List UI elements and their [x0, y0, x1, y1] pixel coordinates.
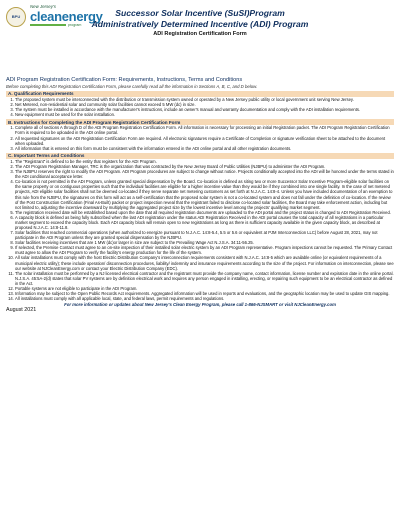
list-item: 1. Complete all of sections A through D of the ADI Program Registration Certification Form. All information is necessary for processing an initial Registration packet. The ADI Program Registration Certification Form is required to be uploaded in the ADI online portal.: [15, 125, 394, 135]
intro-heading: ADI Program Registration Certification Form: Requirements, Instructions, Terms and Conditions: [6, 77, 243, 83]
list-item: 13. Information may be subject to the Open Public Records Act requirements. Aggregated information will be used in reports and evaluations, and the geographic location may be used to update GIS mapping.: [15, 291, 394, 296]
section-b-header: B. Instructions for Completing the ADI Program Registration Certification Form: [6, 119, 394, 125]
footer-contact-note: For more information or updates about New Jersey's Clean Energy Program, please call 1-866-NJSMART or visit NJCleanEnergy.com: [64, 301, 336, 307]
list-item: 11. The solar installation must be performed by a NJ licensed electrical contractor and the registrant must provide the company name, contact information, license number and expiration date in the online portal. N.J.S.A. 45:5A-2(d) states that solar PV systems are by definition electrical work and requires any person engaged in installing, erecting, or repairing such equipment to be an electrical contractor as defined in the Act.: [15, 271, 394, 286]
list-item: 14. All installations must comply with all applicable local, state, and federal laws, permit requirements and regulations.: [15, 296, 394, 301]
bpu-seal-icon: BPU: [6, 7, 26, 27]
list-item: 2. All requested signatures on the ADI Registration Certification Form are required. All electronic signatures require a Certificate of Completion or signature verification sheet to be attached to the document when uploaded.: [15, 136, 394, 146]
document-page: [6, 4, 394, 313]
list-item: 9. If selected, the Premise Contact must agree to an on-site inspection of their installed solar electric system by an ADI Program representative. Program inspections cannot be requested. The Primary Contact must agree to allow the ADI Program to verify the facility's energy production for the life of the system.: [15, 245, 394, 255]
section-b-list: [6, 125, 394, 150]
list-item: 1. The proposed system must be interconnected with the distribution or transmission system owned or operated by a New Jersey public utility or local government unit serving New Jersey.: [15, 97, 394, 102]
list-item: 3. All information that is entered on this form must be consistent with the information entered in the ADI online portal and all other registration documents.: [15, 146, 394, 151]
logo-small-text: New Jersey's: [30, 4, 56, 9]
section-a-list: [6, 97, 394, 117]
section-a-header: A. Qualification Requirements: [6, 91, 394, 97]
list-item: 4. New equipment must be used for the solar installation.: [15, 112, 394, 117]
list-item: 8. Solar facilities receiving incentives that are 1 MW (dc)or larger in size are subject to the Prevailing Wage Act N.J.S.A. 34:11-56.25.: [15, 240, 394, 245]
section-c-list: [6, 159, 394, 301]
footer-date: August 2021: [6, 307, 37, 314]
intro-instruction: Before completing this ADI Registration Certification Form, please carefully read all the information in Sections A, B, C, and D below.: [6, 83, 258, 89]
intro: [6, 77, 394, 89]
list-item: 2. The ADI Program Registration Manager, TRC is the organization that was contracted by the New Jersey Board of Public Utilities (NJBPU) to administer the ADI Program.: [15, 164, 394, 169]
list-item: 3. The system must be installed in accordance with the manufacturer's instructions, include an owner's manual and warranty documentation and comply with the ADI installation requirements.: [15, 107, 394, 112]
program-subtitle: Administratively Determined Incentive (ADI) Program: [91, 19, 309, 29]
list-item: 7. Solar facilities that reached commercial operations (when authorized to energize pursuant to N.J.A.C. 14:8-5.4, 5.5 or 5.6 or equivalent at PJM Interconnection LLC) before August 28, 2021, may not participate in the ADI Program unless they are granted special dispensation by the NJBPU.: [15, 230, 394, 240]
list-item: 10. All solar installations must comply with the host Electric Distribution Company's interconnection requirements consistent with N.J.A.C. 14:8-5 which are available online (or equivalent requirements of a municipal electric utility); these include operation/ disconnection procedures, liability/ indemnity and insurance requirements according to the size of the project. For information on interconnection, please see our website at NJCleanEnergy.com or contact your Electric Distribution Company (EDC).: [15, 255, 394, 270]
logo-wordmark: cleanenergy: [30, 9, 103, 24]
list-item: 5. The registration received date will be established based upon the date that all required registration documents are uploaded to the ADI portal and the project status is changed to ADI Registration Received.: [15, 210, 394, 215]
list-item: 6. A capacity block is defined as being fully subscribed when the last ADI registration under the status ADI Registration Received in the ADI portal causes the total capacity of all registrations in a particular market segment to exceed the capacity block. Each ADI capacity block will remain open to new registrations as long as there is sufficient capacity available in the given capacity block, as described at proposed N.J.A.C. 14:8-11.8.: [15, 215, 394, 230]
list-item: 3. The NJBPU reserves the right to modify the ADI Program. ADI Program procedures are subject to change without notice. Projects conditionally accepted into the ADI will be honored under the terms stated in the ADI conditional acceptance letter.: [15, 169, 394, 179]
list-item: 1. The "Registrant" is defined to be the entity that registers for the ADI Program.: [15, 159, 394, 164]
list-item: 4. Co-location is not permitted in the ADI Program, unless granted special dispensation by the Board. Co-location is defined as siting two or more Successor Solar Incentive Program-eligible solar facilities on the same property or on contiguous properties such that the individual facilities are eligible for a higher incentive value than they would be if they combined into one single facility. In the case of net metered projects, ADI eligible solar facilities shall not be deemed co-located if they serve separate net metering customers as set forth at N.J.A.C. 14:8-4. Unless you have included documentation of an exemption to this rule from the NJBPU, the signatures on this form will act as a self-certification that the proposed solar system is not a co-located system and does not fall under the definition of co-location. If the review of the Post Construction Certification (Final As-Built) packet or project inspection reveal that the registrant failed to disclose co-located solar facilities, the Board may take enforcement action, including but not limited to, adjusting the incentive downward by multiplying the aggregated project size by the lowest incentive level among the projects' qualifying market segment.: [15, 179, 394, 209]
logo-tag: program: [68, 23, 82, 27]
program-title: Successor Solar Incentive (SuSI)Program: [115, 8, 285, 18]
list-item: 2. Net Metered, non-residential solar and community solar facilities cannot exceed 5 MW (dc) in size.: [15, 102, 394, 107]
list-item: 12. Portable systems are not eligible to participate in the ADI Program.: [15, 286, 394, 291]
title-block: [6, 8, 394, 37]
section-c-header: C. Important Terms and Conditions: [6, 153, 394, 159]
header-row: [6, 4, 394, 37]
form-title: ADI Registration Certification Form: [153, 31, 247, 37]
